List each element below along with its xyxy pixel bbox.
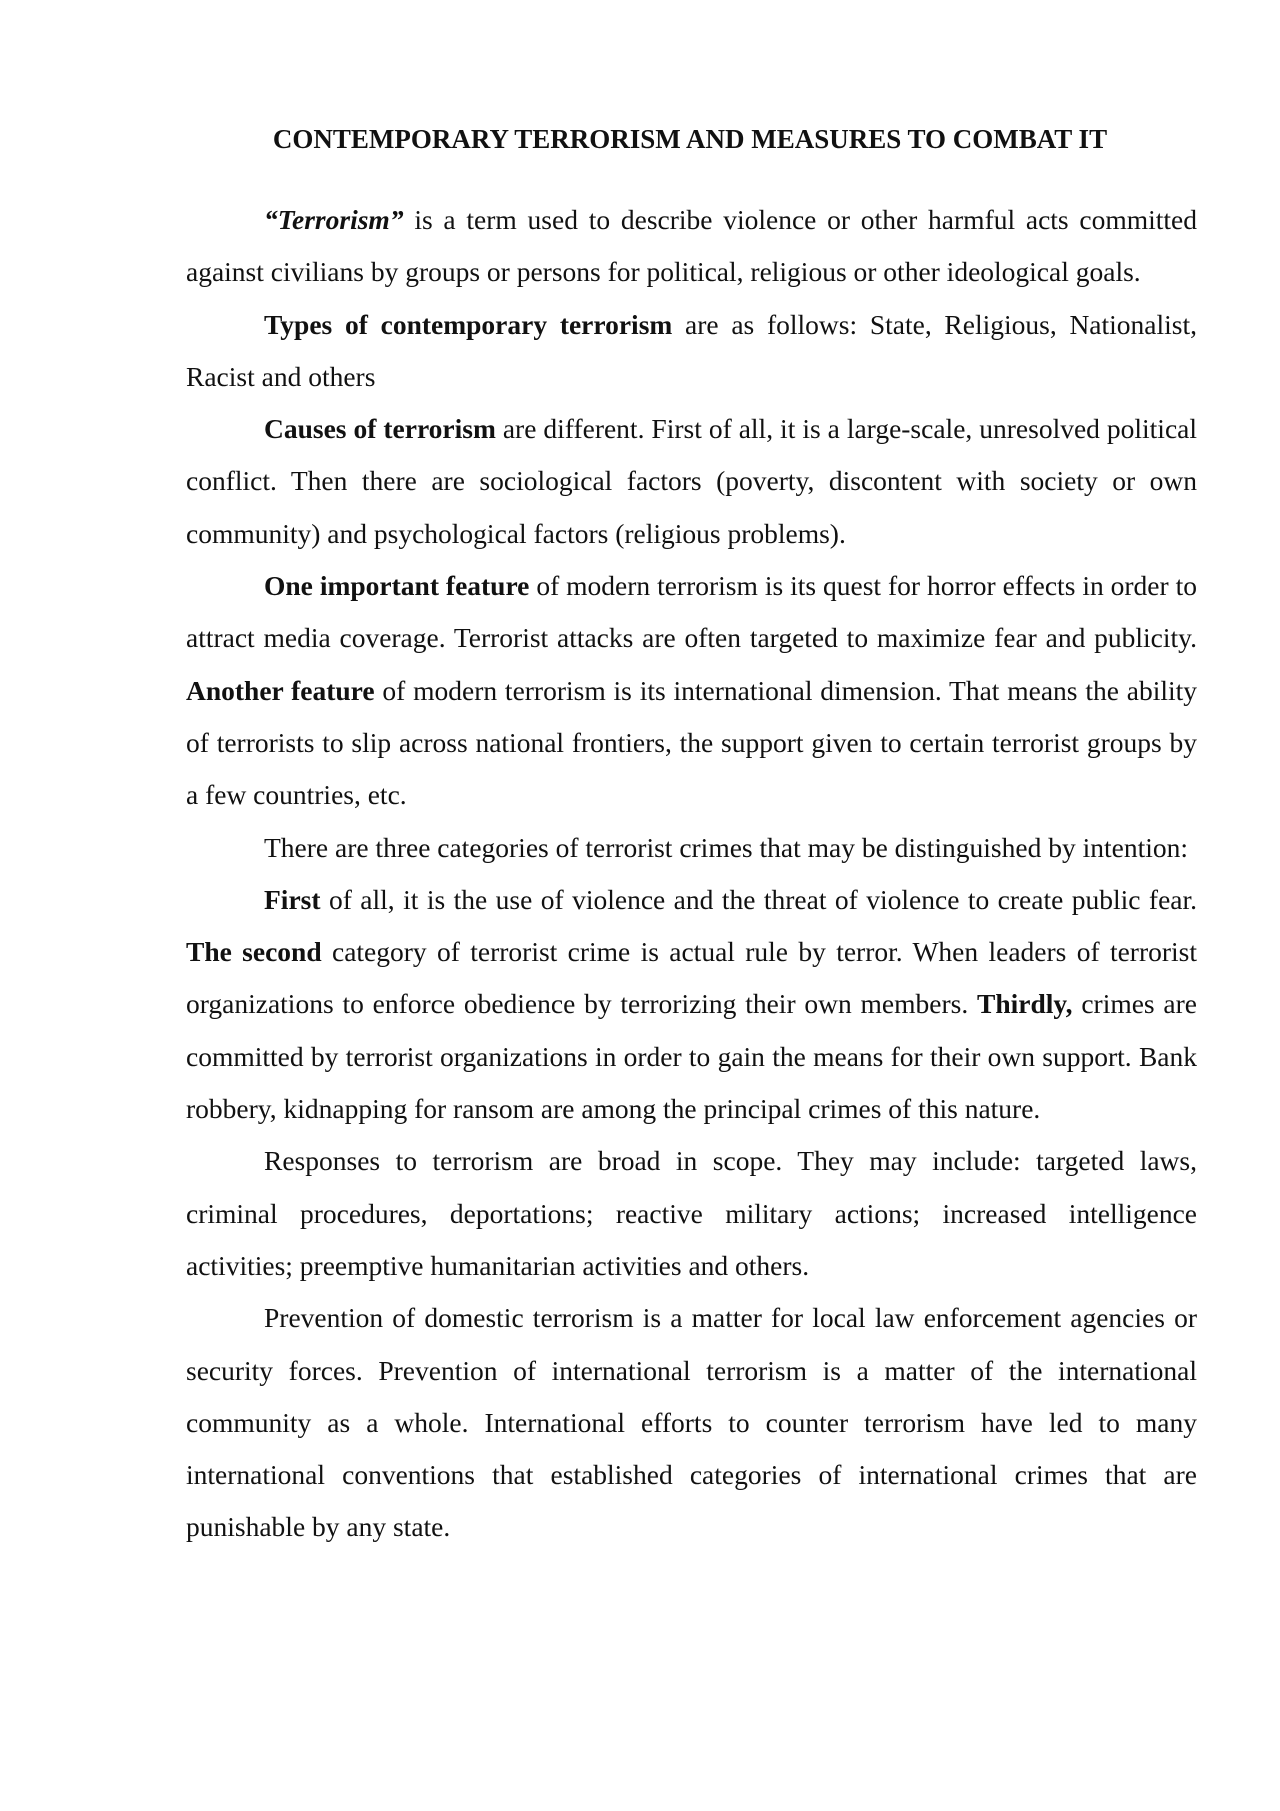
- bold-phrase: Thirdly,: [977, 988, 1073, 1020]
- paragraph-definition: [186, 194, 1197, 299]
- paragraph-prevention: Prevention of domestic terrorism is a matter for local law enforcement agencies or security forces. Prevention of international terrorism is a matter of the international community as a whole. International efforts to counter terrorism have led to many international conventions that established categories of international crimes that are punishable by any state.: [186, 1302, 1197, 1543]
- paragraph-features: [186, 560, 1197, 821]
- paragraph-text: are different. First of all, it is a large-scale, unresolved political conflict. Then there are sociological factors (poverty, discontent with society or own community) and psychological factors (religious problems).: [186, 413, 1197, 549]
- paragraph-types: [186, 299, 1197, 404]
- paragraph-text: of all, it is the use of violence and the threat of violence to create public fear.: [320, 883, 1197, 915]
- bold-phrase: Causes of terrorism: [264, 413, 496, 445]
- bold-phrase: Another feature: [186, 674, 375, 706]
- paragraph-text: of modern terrorism is its quest for horror effects in order to attract media coverage. Terrorist attacks are often targeted to maximize fear and publicity.: [186, 570, 1197, 654]
- paragraph-text: of modern terrorism is its international dimension. That means the ability of terrorists to slip across national frontiers, the support given to certain terrorist groups by a few countries, etc.: [186, 674, 1197, 811]
- paragraph-responses: Responses to terrorism are broad in scope. They may include: targeted laws, criminal procedures, deportations; reactive military actions; increased intelligence activities; preemptive humanitarian activities and others.: [186, 1145, 1197, 1281]
- paragraph-causes: [186, 403, 1197, 560]
- bold-phrase: One important feature: [264, 570, 530, 602]
- paragraph-text: crimes are committed by terrorist organizations in order to gain the means for their own support. Bank robbery, kidnapping for ransom are among the principal crimes of this nature.: [186, 988, 1197, 1125]
- paragraph-categories: [186, 874, 1197, 1135]
- bold-phrase: The second: [186, 936, 322, 968]
- paragraph-categories-intro: There are three categories of terrorist crimes that may be distinguished by intention:: [264, 831, 1188, 863]
- paragraph-text: are as follows: State, Religious, Nationalist, Racist and others: [186, 308, 1198, 392]
- bold-phrase: Types of contemporary terrorism: [264, 308, 673, 340]
- paragraph-text: category of terrorist crime is actual rule by terror. When leaders of terrorist organizations to enforce obedience by terrorizing their own members.: [186, 936, 1197, 1020]
- term-terrorism: “Terrorism”: [264, 204, 404, 235]
- paragraph-text: is a term used to describe violence or other harmful acts committed against civilians by groups or persons for political, religious or other ideological goals.: [186, 204, 1197, 288]
- page-title: CONTEMPORARY TERRORISM AND MEASURES TO COMBAT IT: [272, 124, 1108, 154]
- bold-phrase: First: [264, 883, 321, 915]
- document-body: [186, 194, 1197, 1554]
